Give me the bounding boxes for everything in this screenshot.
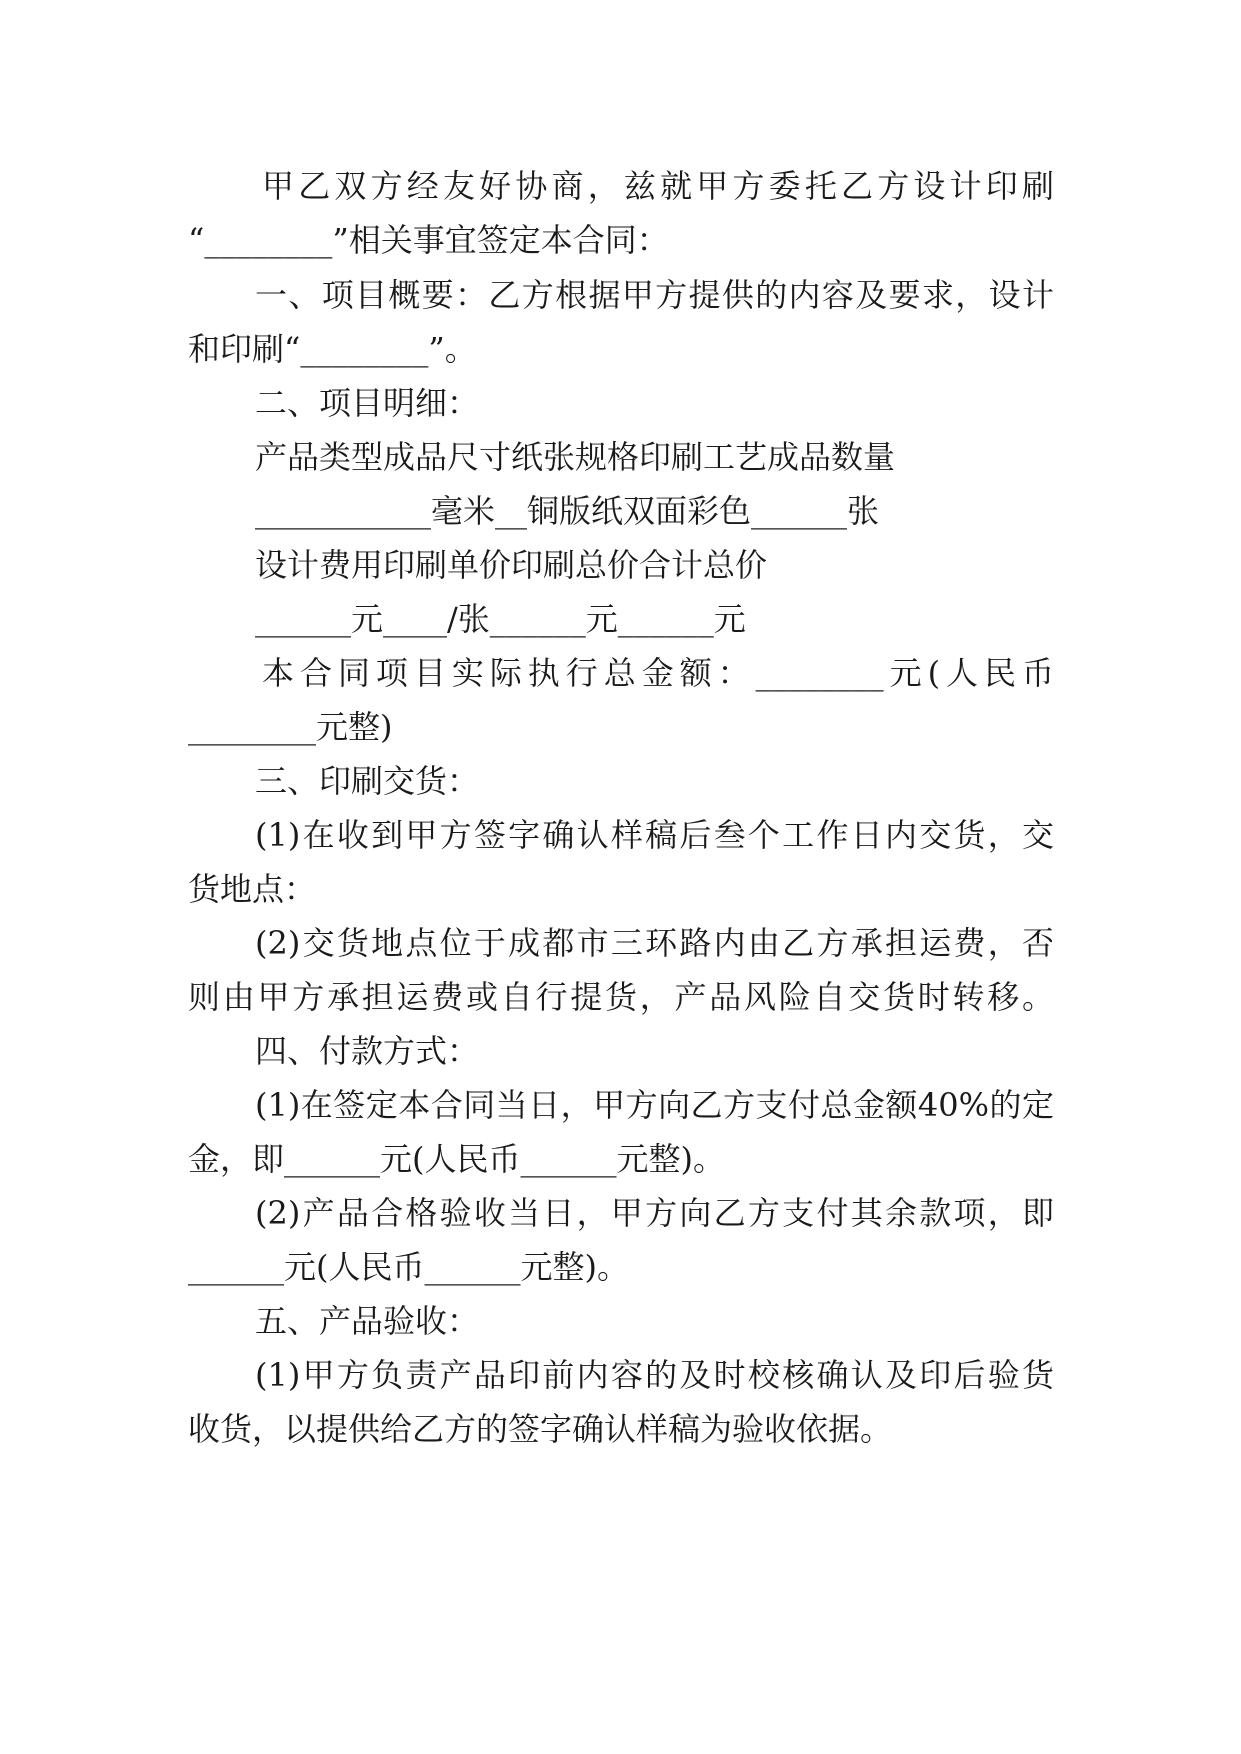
total-amount-line-1: 本合同项目实际执行总金额：________元(人民币 (262, 654, 1054, 692)
section-1-line-2: 和印刷“________”。 (188, 330, 477, 368)
payment-item-1-line-2: 金，即______元(人民币______元整)。 (188, 1140, 725, 1178)
fee-value-row: ______元____/张______元______元 (255, 600, 746, 638)
delivery-item-2-line-2: 则由甲方承担运费或自行提货，产品风险自交货时转移。 (188, 978, 1054, 1016)
delivery-item-2-line-1: (2)交货地点位于成都市三环路内由乙方承担运费，否 (255, 924, 1054, 962)
product-header-row: 产品类型成品尺寸纸张规格印刷工艺成品数量 (255, 438, 896, 476)
total-amount-line-2: ________元整) (188, 708, 393, 746)
acceptance-item-1-line-1: (1)甲方负责产品印前内容的及时校核确认及印后验货 (255, 1356, 1054, 1394)
intro-paragraph-line-1: 甲乙双方经友好协商，兹就甲方委托乙方设计印刷 (262, 167, 1054, 205)
section-3-heading: 三、印刷交货： (255, 762, 480, 800)
section-4-heading: 四、付款方式： (255, 1032, 480, 1070)
payment-item-2-line-1: (2)产品合格验收当日，甲方向乙方支付其余款项，即 (255, 1194, 1054, 1232)
section-1-line-1: 一、项目概要：乙方根据甲方提供的内容及要求，设计 (255, 276, 1054, 314)
product-value-row: ___________毫米__铜版纸双面彩色______张 (255, 492, 880, 530)
intro-paragraph-line-2: “________”相关事宜签定本合同： (188, 221, 669, 259)
fee-header-row: 设计费用印刷单价印刷总价合计总价 (255, 546, 768, 584)
delivery-item-1-line-1: (1)在收到甲方签字确认样稿后叁个工作日内交货，交 (255, 816, 1054, 854)
payment-item-1-line-1: (1)在签定本合同当日，甲方向乙方支付总金额40%的定 (255, 1086, 1054, 1124)
acceptance-item-1-line-2: 收货，以提供给乙方的签字确认样稿为验收依据。 (188, 1410, 893, 1448)
payment-item-2-line-2: ______元(人民币______元整)。 (188, 1248, 629, 1286)
section-2-heading: 二、项目明细： (255, 384, 480, 422)
section-5-heading: 五、产品验收： (255, 1302, 480, 1340)
delivery-item-1-line-2: 货地点： (188, 870, 317, 908)
